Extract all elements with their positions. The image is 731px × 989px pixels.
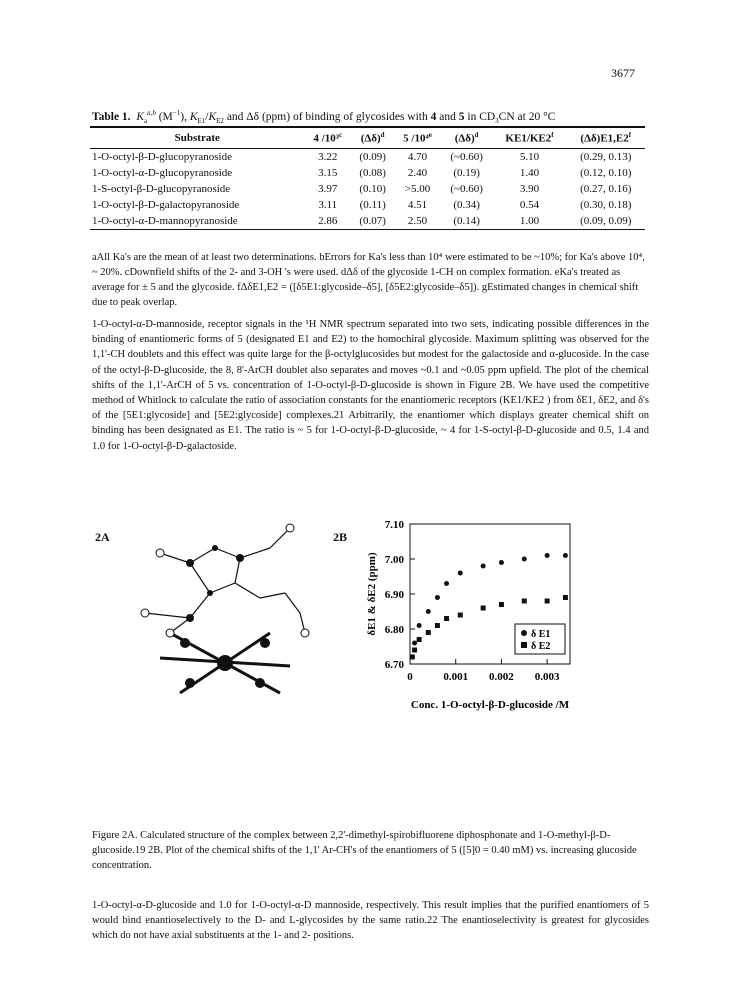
table-cell: 2.86 <box>318 214 338 227</box>
table-footnotes: aAll Ka's are the mean of at least two determinations. bErrors for Ka's less than 10⁴ were estimated to be ~10%; for Ka's above 10⁴, ~ 20%. cDownfield shifts of the 2- and 3-OH 's were used. dΔδ of the glycoside 1-CH on complex formation. eKa's treated as average for ± 5 and the glycoside. fΔδE1,E2 = ([δ5E1:glycoside–δ5], [δ5E2:glycoside–δ5]). gEstimated changes in chemical shift due to peak overlap. <box>92 252 645 308</box>
table-cell: 1-O-octyl-β-D-galactopyranoside <box>92 198 240 211</box>
table-row <box>90 197 645 213</box>
data-point-e2 <box>458 613 463 618</box>
table-cell: (0.34) <box>453 198 480 211</box>
legend-marker-e1 <box>521 630 527 636</box>
table-header-row <box>90 127 645 148</box>
x-tick-label: 0.002 <box>489 671 514 683</box>
table-cell: 0.54 <box>519 198 540 211</box>
data-point-e2 <box>563 595 568 600</box>
body-paragraph-2: 1-O-octyl-α-D-glucoside and 1.0 for 1-O-octyl-α-D mannoside, respectively. This result implies that the purified enantiomers of 5 would bind enantioselectively to the D- and L-glycosides by the same ratio.22 The enantioselectivity is greatest for glycosides which do not have axial substituents at the 1- and 2- positions. <box>92 900 649 942</box>
y-tick-label: 6.90 <box>384 589 404 601</box>
figure-caption: Figure 2A. Calculated structure of the complex between 2,2'-dimethyl-spirobifluorene diphosphonate and 1-O-methyl-β-D-glucoside.19 2B. Plot of the chemical shifts of the 1,1' Ar-CH's of the enantiomers of 5 ([5]0 = 0.40 mM) vs. increasing glucoside concentration. <box>92 830 637 871</box>
data-point-e1 <box>426 609 431 614</box>
data-point-e1 <box>444 581 449 586</box>
data-point-e2 <box>435 623 440 628</box>
table-cell: 1-S-octyl-β-D-glucopyranoside <box>92 182 231 195</box>
table-cell: 3.15 <box>318 166 338 179</box>
x-tick-label: 0.003 <box>534 671 560 683</box>
table-row <box>90 181 645 197</box>
table-cell: (0.30, 0.18) <box>580 198 632 211</box>
data-point-e1 <box>458 571 463 576</box>
legend <box>515 624 565 654</box>
data-point-e2 <box>522 599 527 604</box>
table-cell: (~0.60) <box>450 182 483 195</box>
header-5: 5 /10⁴$^e$ <box>403 131 432 145</box>
data-point-e1 <box>563 553 568 558</box>
data-point-e1 <box>545 553 550 558</box>
figure-2a-label: 2A <box>95 530 110 544</box>
body-paragraph-1: 1-O-octyl-α-D-mannoside, receptor signals in the ¹H NMR spectrum separated into two sets, indicating possible differences in the binding of enantiomeric forms of 5 (designated E1 and E2) to the homochiral glycoside. Maximum splitting was observed for the 1,1'-CH doublets and this effect was quite large for the β-octylglucosides but modest for the galactoside and α-glucoside. In the case of the octyl-β-D-glucoside, the 8, 8'-ArCH doublet also separates and moves ~0.1 and ~0.05 ppm upfield. The plot of the chemical shifts of the 1,1'-ArCH of 5 vs. concentration of 1-O-octyl-β-D-glucoside is shown in Figure 2B. We have used the competitive method of Whitlock to calculate the ratio of association constants for the enantiomeric receptors (KE1/KE2 ) from δE1, δE2, and δ's of the [5E1:glycoside] and [5E2:glycoside] complexes.21 Arbitrarily, the enantiomer which displays greater chemical shift on binding has been designated as E1. The ratio is ~ 5 for 1-O-octyl-β-D-glucoside, ~ 4 for 1-S-octyl-β-D-glucoside and 0.5, 1.4 and 1.0 for 1-O-octyl-β-D-galactoside. <box>92 319 649 452</box>
y-tick-label: 7.10 <box>384 519 404 531</box>
table-label: Table 1. <box>92 110 131 123</box>
table-cell: 4.51 <box>407 198 428 211</box>
table-row <box>90 148 645 165</box>
data-point-e1 <box>481 564 486 569</box>
table-cell: (0.11) <box>359 198 386 211</box>
table-cell: 5.10 <box>519 150 540 163</box>
table-row <box>90 165 645 181</box>
figure-2b-label: 2B <box>333 530 348 544</box>
header-substrate: Substrate <box>174 131 220 144</box>
header-dd-e: (Δδ)E1,E2$^f$ <box>580 131 632 145</box>
x-axis-label: Conc. 1-O-octyl-β-D-glucoside /M <box>410 699 570 711</box>
header-dd-4: $(\Delta\delta)^d$ <box>360 131 385 145</box>
data-point-e1 <box>417 623 422 628</box>
data-point-e2 <box>417 637 422 642</box>
molecular-structure-figure <box>130 518 330 698</box>
legend-label-e2: δ E2 <box>531 641 551 652</box>
table-cell: (0.07) <box>359 214 386 227</box>
y-tick-label: 6.70 <box>384 659 404 671</box>
table-cell: (0.10) <box>359 182 386 195</box>
table-cell: 1-O-octyl-β-D-glucopyranoside <box>92 150 232 163</box>
table-cell: (0.27, 0.16) <box>580 182 632 195</box>
table-cell: (0.19) <box>453 166 480 179</box>
table-row <box>90 213 645 230</box>
table-cell: 3.22 <box>318 150 338 163</box>
header-ratio: KE1/KE2$^f$ <box>505 131 554 145</box>
table-cell: 4.70 <box>407 150 428 163</box>
x-tick-label: 0 <box>407 671 413 683</box>
table-cell: 1-O-octyl-α-D-mannopyranoside <box>92 214 238 227</box>
y-tick-label: 6.80 <box>384 624 404 636</box>
data-point-e1 <box>522 557 527 562</box>
x-tick-label: 0.001 <box>443 671 469 683</box>
data-point-e2 <box>412 648 417 653</box>
table-cell: (0.09) <box>359 150 386 163</box>
legend-marker-e2 <box>521 642 527 648</box>
data-point-e2 <box>481 606 486 611</box>
header-4: 4 /10³$^c$ <box>313 131 343 145</box>
table-cell: 1.00 <box>519 214 540 227</box>
chemical-shift-plot <box>355 512 585 712</box>
table-cell: 2.50 <box>407 214 428 227</box>
table-cell: 1-O-octyl-α-D-glucopyranoside <box>92 166 233 179</box>
table-cell: (~0.60) <box>450 150 483 163</box>
table-cell: (0.08) <box>359 166 386 179</box>
data-point-e2 <box>499 602 504 607</box>
data-point-e1 <box>412 641 417 646</box>
binding-table <box>90 126 645 230</box>
table-cell: 3.11 <box>318 198 338 211</box>
page-number: 3677 <box>611 66 635 80</box>
data-point-e1 <box>435 595 440 600</box>
legend-label-e1: δ E1 <box>531 629 551 640</box>
table-cell: (0.12, 0.10) <box>580 166 632 179</box>
table-cell: 2.40 <box>407 166 428 179</box>
table-cell: 1.40 <box>519 166 540 179</box>
table-cell: 3.97 <box>318 182 338 195</box>
y-tick-label: 7.00 <box>384 554 404 566</box>
data-point-e2 <box>426 630 431 635</box>
data-point-e1 <box>499 560 504 565</box>
data-point-e2 <box>410 655 415 660</box>
y-axis-label: δE1 & δE2 (ppm) <box>366 552 378 636</box>
table-cell: (0.14) <box>453 214 480 227</box>
table-cell: (0.09, 0.09) <box>580 214 632 227</box>
header-dd-5: $(\Delta\delta)^d$ <box>454 131 479 145</box>
table-cell: (0.29, 0.13) <box>580 150 632 163</box>
table-cell: 3.90 <box>519 182 540 195</box>
data-point-e2 <box>545 599 550 604</box>
table-cell: >5.00 <box>404 182 431 195</box>
data-point-e2 <box>444 616 449 621</box>
table-caption: Table 1. $K_a^{a,b}$ $(M^{-1})$, $K_{E1}/K_{E2}$ and Δδ (ppm) of binding of glycosides with 4 and 5 in $CD_3CN$ at 20 °C <box>92 109 556 126</box>
